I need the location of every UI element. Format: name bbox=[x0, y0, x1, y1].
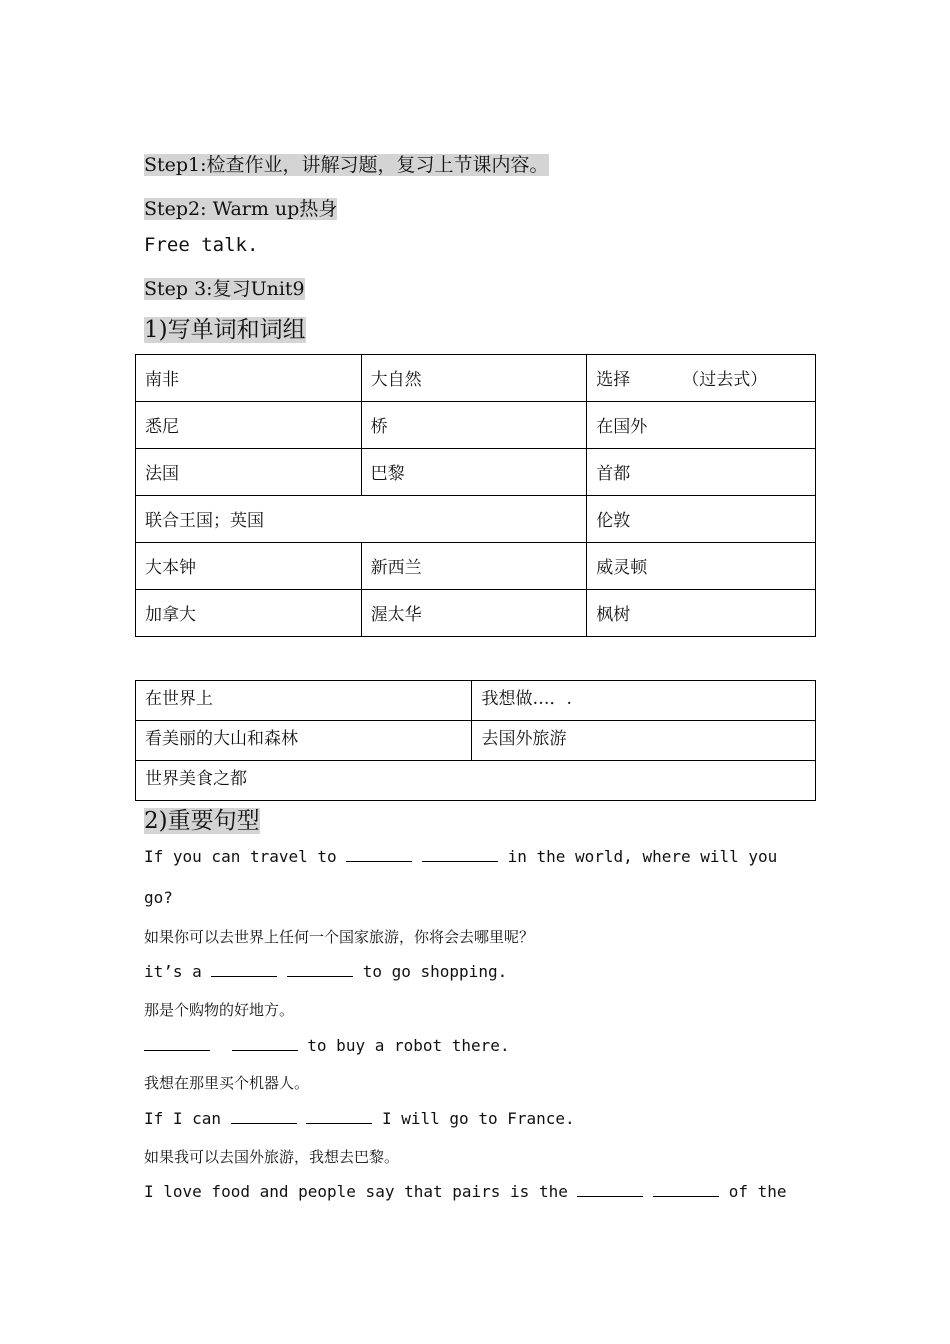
table-row bbox=[136, 402, 816, 449]
table-cell: 联合王国；英国 bbox=[136, 496, 587, 543]
sentence-4: If I can I will go to France. bbox=[144, 1109, 575, 1128]
sentence-2: it’s a to go shopping. bbox=[144, 962, 508, 981]
answer-blank bbox=[231, 1109, 297, 1124]
table-cell: 加拿大 bbox=[136, 590, 362, 637]
answer-blank bbox=[287, 962, 353, 977]
table-row bbox=[136, 449, 816, 496]
table-cell: 伦敦 bbox=[587, 496, 816, 543]
answer-blank bbox=[346, 847, 412, 862]
table-row bbox=[136, 681, 816, 721]
table-cell: 桥 bbox=[361, 402, 587, 449]
table-cell: 去国外旅游 bbox=[472, 721, 816, 761]
answer-blank bbox=[232, 1036, 298, 1051]
sentence-1-translation: 如果你可以去世界上任何一个国家旅游，你将会去哪里呢？ bbox=[144, 928, 535, 946]
sentence-1-cont: go? bbox=[144, 888, 173, 907]
table-cell: 新西兰 bbox=[361, 543, 587, 590]
answer-blank bbox=[577, 1182, 643, 1197]
table-cell: 悉尼 bbox=[136, 402, 362, 449]
table-row bbox=[136, 496, 816, 543]
answer-blank bbox=[422, 847, 498, 862]
sentence-4-translation: 如果我可以去国外旅游，我想去巴黎。 bbox=[144, 1148, 400, 1166]
table-row bbox=[136, 721, 816, 761]
answer-blank bbox=[306, 1109, 372, 1124]
sentence-2-translation: 那是个购物的好地方。 bbox=[144, 1001, 295, 1019]
table-cell: 看美丽的大山和森林 bbox=[136, 721, 472, 761]
answer-blank bbox=[653, 1182, 719, 1197]
sentence-5: I love food and people say that pairs is the of the bbox=[144, 1182, 787, 1201]
step1: Step1:检查作业，讲解习题，复习上节课内容。 bbox=[144, 154, 549, 176]
step2: Step2: Warm up热身 bbox=[144, 198, 338, 220]
answer-blank bbox=[144, 1036, 210, 1051]
sentence-3-translation: 我想在那里买个机器人。 bbox=[144, 1074, 310, 1092]
phrase-table bbox=[135, 680, 816, 801]
table-cell: 枫树 bbox=[587, 590, 816, 637]
section2-title: 2)重要句型 bbox=[144, 808, 260, 834]
table-cell: 大本钟 bbox=[136, 543, 362, 590]
table-cell: 在国外 bbox=[587, 402, 816, 449]
answer-blank bbox=[211, 962, 277, 977]
sentence-3: to buy a robot there. bbox=[144, 1036, 510, 1055]
table-cell: 我想做…．. bbox=[472, 681, 816, 721]
table-row bbox=[136, 355, 816, 402]
table-cell: 威灵顿 bbox=[587, 543, 816, 590]
table-cell: 法国 bbox=[136, 449, 362, 496]
table-cell: 首都 bbox=[587, 449, 816, 496]
section1-title: 1)写单词和词组 bbox=[144, 317, 306, 343]
table-cell: 南非 bbox=[136, 355, 362, 402]
table-row bbox=[136, 761, 816, 801]
table-cell: 巴黎 bbox=[361, 449, 587, 496]
table-row bbox=[136, 543, 816, 590]
free-talk: Free talk. bbox=[144, 234, 259, 256]
step3: Step 3:复习Unit9 bbox=[144, 278, 305, 300]
sentence-1: If you can travel to in the world, where will you bbox=[144, 847, 778, 866]
table-cell: 选择 （过去式） bbox=[587, 355, 816, 402]
table-row bbox=[136, 590, 816, 637]
table-cell: 渥太华 bbox=[361, 590, 587, 637]
table-cell: 大自然 bbox=[361, 355, 587, 402]
table-cell: 在世界上 bbox=[136, 681, 472, 721]
vocab-table bbox=[135, 354, 816, 637]
table-cell: 世界美食之都 bbox=[136, 761, 816, 801]
